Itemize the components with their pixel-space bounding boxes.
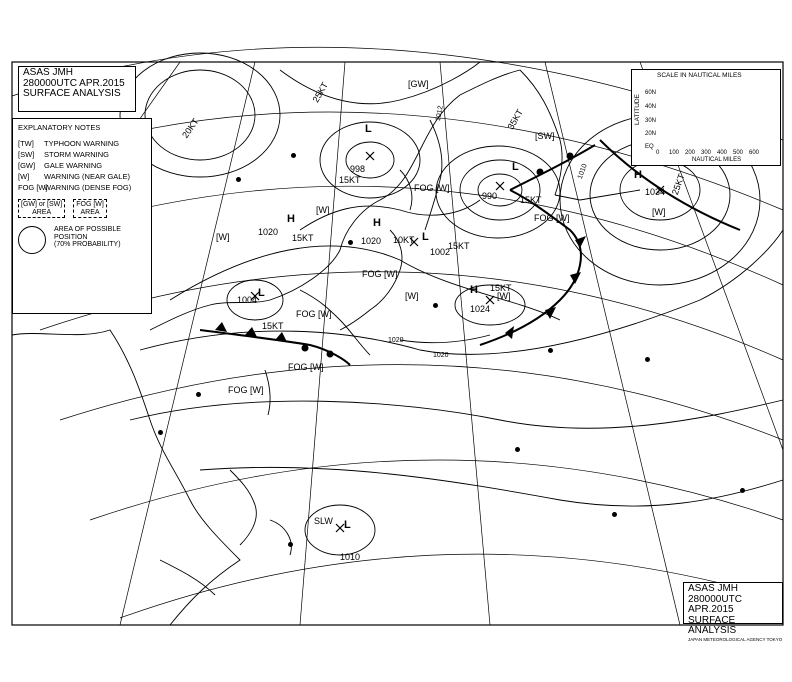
pressure-type: L (365, 123, 372, 135)
x-tick: 600 (749, 150, 760, 156)
probability-legend (18, 226, 146, 254)
x-tick: 300 (701, 150, 712, 156)
x-tick: 100 (669, 150, 680, 156)
title-org: ASAS JMH (23, 67, 74, 78)
note-label: TYPHOON WARNING (44, 139, 120, 148)
wind-speed-label: 25KT (310, 80, 331, 105)
area-left-sub: AREA (32, 208, 52, 216)
area-fog (73, 199, 107, 218)
station-dot (548, 348, 553, 353)
station-dot (740, 488, 745, 493)
wind-speed-label: 20KT (180, 116, 201, 140)
warning-label: [W] (316, 205, 330, 215)
scale-lat-label: LATITUDE (634, 94, 641, 125)
note-row (18, 160, 146, 171)
title-agency: JAPAN METEOROLOGICAL AGENCY TOKYO (688, 636, 783, 642)
warning-label: FOG [W] (414, 183, 450, 193)
pressure-value: 998 (350, 164, 366, 174)
note-code: [SW] (18, 150, 35, 159)
pressure-type: H (373, 217, 381, 229)
warning-label: FOG [W] (288, 362, 324, 372)
isobar-label: 1020 (433, 352, 449, 359)
pressure-value: 1034 (645, 187, 666, 197)
wind-speed-label: 35KT (505, 107, 526, 132)
pressure-type: H (470, 284, 478, 296)
wind-speed-label: 25KT (669, 172, 687, 197)
title-datetime: 280000UTC APR.2015 (688, 593, 742, 615)
scale-title: SCALE IN NAUTICAL MILES (657, 72, 742, 79)
pressure-value: 1010 (340, 552, 361, 562)
title-product: SURFACE ANALYSIS (688, 614, 737, 636)
title-box-top (18, 66, 136, 112)
station-dot (236, 177, 241, 182)
x-tick: 200 (685, 150, 696, 156)
wind-speed-label: 15KT (448, 241, 470, 251)
pressure-type: L (258, 287, 265, 299)
isobar-label: 1012 (434, 105, 445, 122)
wind-speed-label: 15KT (262, 321, 284, 331)
pressure-type: L (512, 161, 519, 173)
station-dot (348, 240, 353, 245)
wind-speed-label: 15KT (490, 283, 512, 293)
title-org: ASAS JMH (688, 583, 739, 594)
note-code: [GW] (18, 161, 36, 170)
pressure-type: L (344, 519, 351, 531)
station-dot (515, 447, 520, 452)
pressure-value: 1020 (258, 227, 279, 237)
prob-label-3: (70% PROBABILITY) (54, 241, 121, 249)
station-dot (158, 430, 163, 435)
pressure-value: 1024 (470, 304, 491, 314)
station-dot (291, 153, 296, 158)
prob-label-2: POSITION (54, 233, 88, 241)
station-dot (612, 512, 617, 517)
x-axis-label: NAUTICAL MILES (692, 157, 742, 163)
title-product: SURFACE ANALYSIS (23, 88, 121, 99)
warning-label: FOG [W] (228, 385, 264, 395)
warning-label: SLW (314, 516, 333, 526)
warning-label: FOG [W] (296, 309, 332, 319)
lat-tick: EQ (645, 144, 654, 150)
wind-speed-label: 10KT (393, 235, 415, 245)
note-row (18, 182, 146, 193)
note-label: STORM WARNING (44, 150, 109, 159)
note-code: FOG [W] (18, 183, 48, 192)
wind-speed-label: 15KT (292, 233, 314, 243)
warning-label: FOG [W] (534, 213, 570, 223)
warning-label: [SW] (535, 131, 555, 141)
station-dot (645, 357, 650, 362)
area-right-sub: AREA (80, 208, 100, 216)
wind-speed-label: 15KT (339, 175, 361, 185)
x-tick: 400 (717, 150, 728, 156)
prob-label-1: AREA OF POSSIBLE (54, 226, 121, 234)
pressure-value: 1020 (361, 236, 382, 246)
warning-label: [W] (405, 291, 419, 301)
wind-speed-label: 15KT (520, 195, 542, 205)
area-right-label: FOG [W] (76, 201, 104, 208)
x-tick: 500 (733, 150, 744, 156)
x-tick: 0 (656, 150, 660, 156)
station-dot (288, 542, 293, 547)
station-dot (433, 303, 438, 308)
note-label: WARNING (NEAR GALE) (44, 172, 130, 181)
warning-label: [W] (216, 232, 230, 242)
pressure-value: 1004 (237, 295, 258, 305)
note-label: WARNING (DENSE FOG) (44, 183, 132, 192)
title-datetime: 280000UTC APR.2015 (23, 77, 125, 89)
notes-title: EXPLANATORY NOTES (18, 123, 101, 132)
lat-tick: 20N (645, 131, 657, 137)
title-box-bottom (683, 582, 783, 642)
warning-label: [GW] (408, 79, 429, 89)
pressure-type: L (422, 231, 429, 243)
warning-label: FOG [W] (362, 269, 398, 279)
lat-tick: 30N (645, 118, 657, 124)
note-code: [W] (18, 172, 30, 181)
area-left-label: [GW] or [SW] (21, 201, 63, 208)
note-row (18, 171, 146, 182)
isobar-label: 1010 (576, 162, 589, 181)
probability-circle-icon (18, 226, 46, 254)
lat-tick: 60N (645, 90, 657, 96)
note-row (18, 149, 146, 160)
note-code: [TW] (18, 139, 34, 148)
area-legend (18, 199, 146, 218)
note-label: GALE WARNING (44, 161, 103, 170)
isobar-label: 1020 (388, 337, 404, 344)
area-gale-storm (18, 199, 65, 218)
warning-label: [W] (497, 291, 511, 301)
lat-tick: 40N (645, 104, 657, 110)
pressure-type: H (287, 213, 295, 225)
station-dot (196, 392, 201, 397)
pressure-type: H (634, 169, 642, 181)
scale-box (631, 69, 781, 166)
pressure-value: 1002 (430, 247, 451, 257)
warning-label: [W] (652, 207, 666, 217)
explanatory-notes (12, 118, 152, 314)
pressure-value: 990 (482, 191, 498, 201)
note-row (18, 138, 146, 149)
